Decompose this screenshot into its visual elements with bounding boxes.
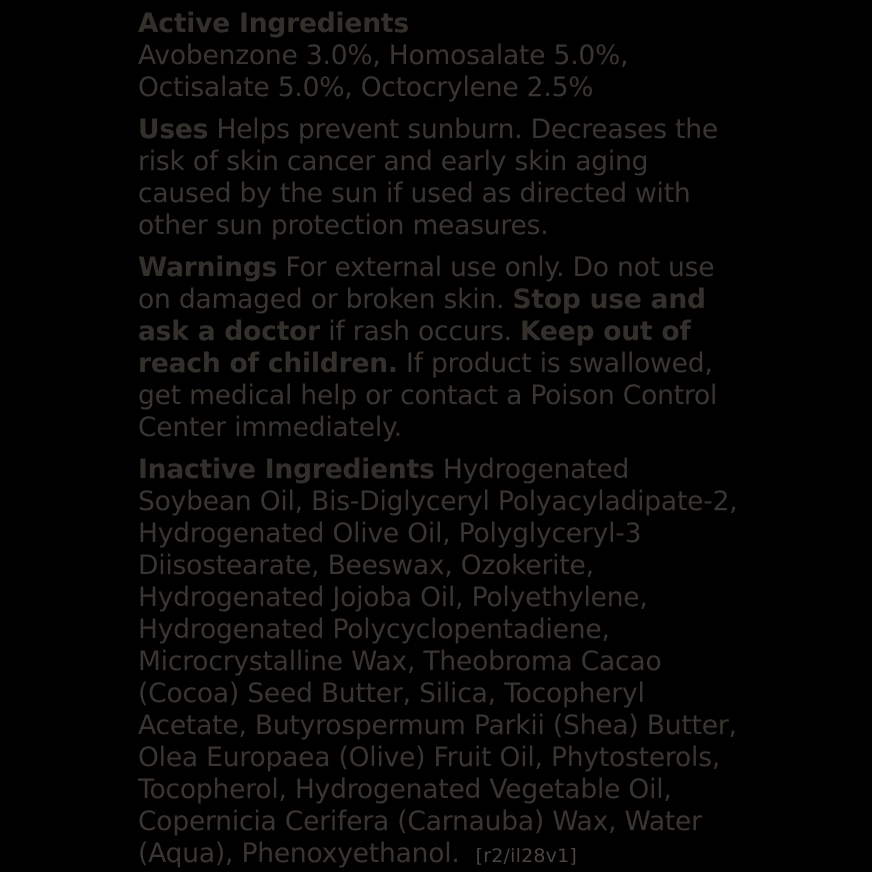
- active-ingredients-body: Avobenzone 3.0%, Homosalate 5.0%, Octisalate 5.0%, Octocrylene 2.5%: [138, 40, 629, 103]
- warnings-text-part-3: If product is swallowed, get medical help or contact a Poison Control Center immediately.: [138, 348, 718, 443]
- inactive-ingredients-body: Hydrogenated Soybean Oil, Bis-Diglyceryl Polyacyladipate-2, Hydrogenated Olive Oil, Polyglyceryl-3 Diisostearate, Beeswax, Ozokerite, Hydrogenated Jojoba Oil, Polyethylene, Hydrogenated Polycyclopentadiene, Microcrystalline Wax, Theobroma Cacao (Cocoa) Seed Butter, Silica, Tocopheryl Acetate, Butyrospermum Parkii (Shea) Butter, Olea Europaea (Olive) Fruit Oil, Phytosterols, Tocopherol, Hydrogenated Vegetable Oil, Copernicia Cerifera (Carnauba) Wax, Water (Aqua), Phenoxyethanol.: [138, 454, 738, 869]
- warnings-text-part-2: if rash occurs.: [320, 316, 521, 347]
- warnings-bold-stop-use: Stop use and ask a doctor: [138, 284, 706, 347]
- label-revision-code: [r2/il28v1]: [475, 845, 578, 867]
- inactive-ingredients-heading: Inactive Ingredients: [138, 454, 435, 485]
- warnings-text-part-1: For external use only. Do not use on damaged or broken skin.: [138, 252, 715, 315]
- warnings-section: [138, 252, 744, 444]
- uses-heading: Uses: [138, 114, 209, 145]
- uses-body: Helps prevent sunburn. Decreases the risk of skin cancer and early skin aging caused by the sun if used as directed with other sun protection measures.: [138, 114, 719, 241]
- active-ingredients-heading: Active Ingredients: [138, 8, 409, 39]
- active-ingredients-section: [138, 8, 744, 104]
- uses-section: [138, 114, 744, 242]
- inactive-ingredients-section: [138, 454, 744, 872]
- warnings-bold-keep-out: Keep out of reach of children.: [138, 316, 691, 379]
- drug-facts-label: [138, 8, 744, 872]
- warnings-heading: Warnings: [138, 252, 278, 283]
